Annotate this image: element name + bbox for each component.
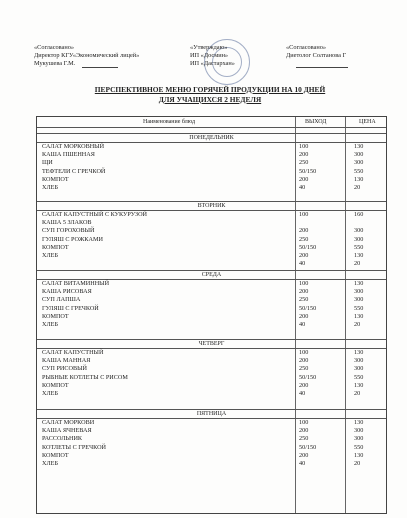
approval-left-line: Директор КГУ«Экономический лицей» [34, 52, 140, 59]
signature-line [296, 67, 348, 68]
dish-yield: 40 [299, 320, 306, 328]
dish-name: ТЕФТЕЛИ С ГРЕЧКОЙ [42, 167, 106, 175]
dish-name: КАША ЯЧНЕВАЯ [42, 427, 92, 435]
dish-price: 20 [354, 459, 361, 467]
table-row [37, 176, 386, 184]
table-row [37, 143, 386, 151]
dish-name: ХЛЕБ [42, 320, 58, 328]
dish-yield: 100 [299, 211, 309, 218]
table-row [37, 288, 386, 296]
day-heading: СРЕДА [37, 270, 386, 280]
dish-price: 20 [354, 260, 361, 268]
table-row [37, 452, 386, 460]
header-name: Наименование блюд [143, 119, 196, 125]
dish-yield: 40 [299, 183, 306, 191]
dish-yield: 200 [299, 381, 309, 389]
dish-price: 550 [354, 304, 364, 312]
table-row [37, 321, 386, 329]
dish-yield: 40 [299, 459, 306, 467]
dish-price: 130 [354, 143, 364, 150]
dish-yield: 50/150 [299, 443, 317, 451]
dish-yield: 50/150 [299, 167, 317, 175]
dish-price: 130 [354, 251, 364, 259]
dish-yield: 100 [299, 280, 309, 287]
approval-right-line: Диетолог Солтанова Г [286, 52, 347, 59]
table-row [37, 280, 386, 288]
dish-name: КОМПОТ [42, 175, 69, 183]
dish-yield: 100 [299, 143, 309, 150]
dish-yield: 200 [299, 312, 309, 320]
table-row [37, 211, 386, 219]
dish-name: КАША МАННАЯ [42, 357, 91, 365]
header-price: ЦЕНА [359, 119, 376, 125]
dish-yield: 250 [299, 296, 309, 304]
dish-name: ХЛЕБ [42, 389, 58, 397]
dish-yield: 250 [299, 365, 309, 373]
dish-name: СУП ЛАПША [42, 296, 81, 304]
approval-right [286, 44, 346, 60]
dish-yield: 200 [299, 288, 309, 296]
dish-price: 300 [354, 435, 364, 443]
approval-middle-line: ИП «Дастархан» [190, 60, 235, 67]
dish-price: 300 [354, 151, 364, 159]
dish-price: 300 [354, 357, 364, 365]
day-items [37, 419, 386, 468]
day-items [37, 280, 386, 329]
dish-name: КОМПОТ [42, 381, 69, 389]
dish-name: КОМПОТ [42, 312, 69, 320]
approval-left-line: «Согласовано» [34, 44, 74, 51]
dish-name: САЛАТ МОРКОВНЫЙ [42, 143, 105, 150]
table-row [37, 444, 386, 452]
table-row [37, 390, 386, 398]
table-row [37, 252, 386, 260]
table-row [37, 296, 386, 304]
dish-yield: 50/150 [299, 304, 317, 312]
dish-name: КОМПОТ [42, 243, 69, 251]
dish-yield: 250 [299, 235, 309, 243]
dish-price: 300 [354, 235, 364, 243]
dish-price: 130 [354, 312, 364, 320]
dish-price: 550 [354, 167, 364, 175]
table-row [37, 151, 386, 159]
dish-price: 20 [354, 320, 361, 328]
table-row [37, 435, 386, 443]
dish-yield: 200 [299, 175, 309, 183]
table-row [37, 244, 386, 252]
dish-price: 130 [354, 419, 364, 426]
approval-middle-line: «Утверждаю» [190, 44, 228, 51]
dish-yield: 200 [299, 151, 309, 159]
dish-name: ХЛЕБ [42, 459, 58, 467]
approval-right-line: «Согласовано» [286, 44, 326, 51]
table-row [37, 168, 386, 176]
dish-name: РАССОЛЬНИК [42, 435, 83, 443]
dish-price: 20 [354, 389, 361, 397]
dish-name: КАША 5 ЗЛАКОВ [42, 219, 92, 227]
table-row [37, 184, 386, 192]
dish-price: 300 [354, 296, 364, 304]
dish-yield: 50/150 [299, 243, 317, 251]
dish-name: РЫБНЫЕ КОТЛЕТЫ С РИСОМ [42, 373, 128, 381]
header-yield: ВЫХОД [305, 119, 327, 125]
dish-price: 160 [354, 211, 364, 218]
day-heading: ЧЕТВЕРГ [37, 339, 386, 349]
table-row [37, 460, 386, 468]
dish-price: 300 [354, 159, 364, 167]
dish-yield: 100 [299, 419, 309, 426]
dish-price: 130 [354, 349, 364, 356]
table-row [37, 419, 386, 427]
dish-name: КАША ПШЕННАЯ [42, 151, 95, 159]
dish-yield: 40 [299, 389, 306, 397]
table-row [37, 357, 386, 365]
table-row [37, 260, 386, 268]
dish-name: САЛАТ МОРКОВИ [42, 419, 95, 426]
title-line: ПЕРСПЕКТИВНОЕ МЕНЮ ГОРЯЧЕЙ ПРОДУКЦИИ НА 10 ДНЕЙ [94, 85, 326, 94]
table-row [37, 236, 386, 244]
page-title [40, 85, 380, 105]
dish-price: 550 [354, 373, 364, 381]
dish-yield: 200 [299, 251, 309, 259]
dish-name: САЛАТ КАПУСТНЫЙ С КУКУРУЗОЙ [42, 211, 148, 218]
dish-price: 300 [354, 427, 364, 435]
table-row [37, 427, 386, 435]
dish-name: САЛАТ КАПУСТНЫЙ [42, 349, 104, 356]
approval-left-line: Мукушева Г.М. [34, 60, 76, 67]
table-row [37, 159, 386, 167]
table-row [37, 313, 386, 321]
table-row [37, 374, 386, 382]
dish-price: 300 [354, 365, 364, 373]
table-row [37, 349, 386, 357]
dish-name: ЩИ [42, 159, 53, 167]
dish-price: 130 [354, 451, 364, 459]
table-row [37, 382, 386, 390]
dish-price: 130 [354, 381, 364, 389]
dish-yield: 200 [299, 427, 309, 435]
dish-name: ГУЛЯШ С ГРЕЧКОЙ [42, 304, 99, 312]
dish-price: 130 [354, 280, 364, 287]
table-row [37, 227, 386, 235]
table-header [37, 117, 386, 128]
dish-name: СУП ГОРОХОВЫЙ [42, 227, 95, 235]
day-items [37, 143, 386, 192]
dish-price: 300 [354, 227, 364, 235]
day-heading: ПЯТНИЦА [37, 409, 386, 419]
signature-line [82, 67, 118, 68]
dish-name: КОТЛЕТЫ С ГРЕЧКОЙ [42, 443, 107, 451]
menu-table [36, 116, 387, 514]
day-items [37, 349, 386, 398]
dish-yield: 250 [299, 159, 309, 167]
approval-middle [182, 44, 235, 68]
dish-yield: 200 [299, 227, 309, 235]
dish-yield: 100 [299, 349, 309, 356]
dish-yield: 50/150 [299, 373, 317, 381]
dish-price: 20 [354, 183, 361, 191]
dish-name: ГУЛЯШ С РОЖКАМИ [42, 235, 103, 243]
dish-name: КОМПОТ [42, 451, 69, 459]
dish-name: СУП РИСОВЫЙ [42, 365, 87, 373]
dish-yield: 250 [299, 435, 309, 443]
dish-yield: 200 [299, 357, 309, 365]
dish-price: 130 [354, 175, 364, 183]
day-heading: ВТОРНИК [37, 201, 386, 211]
dish-price: 550 [354, 243, 364, 251]
dish-name: САЛАТ ВИТАМИННЫЙ [42, 280, 110, 287]
dish-price: 550 [354, 443, 364, 451]
table-row [37, 305, 386, 313]
table-row [37, 365, 386, 373]
approval-middle-line: ИП «Досмин» [190, 52, 229, 59]
dish-price: 300 [354, 288, 364, 296]
dish-yield: 40 [299, 260, 306, 268]
dish-yield: 200 [299, 451, 309, 459]
approval-left [34, 44, 139, 68]
dish-name: ХЛЕБ [42, 183, 58, 191]
dish-name: КАША РИСОВАЯ [42, 288, 92, 296]
dish-name: ХЛЕБ [42, 251, 58, 259]
title-line: ДЛЯ УЧАЩИХСЯ 2 НЕДЕЛЯ [158, 95, 262, 104]
day-items [37, 211, 386, 268]
day-heading: ПОНЕДЕЛЬНИК [37, 133, 386, 143]
